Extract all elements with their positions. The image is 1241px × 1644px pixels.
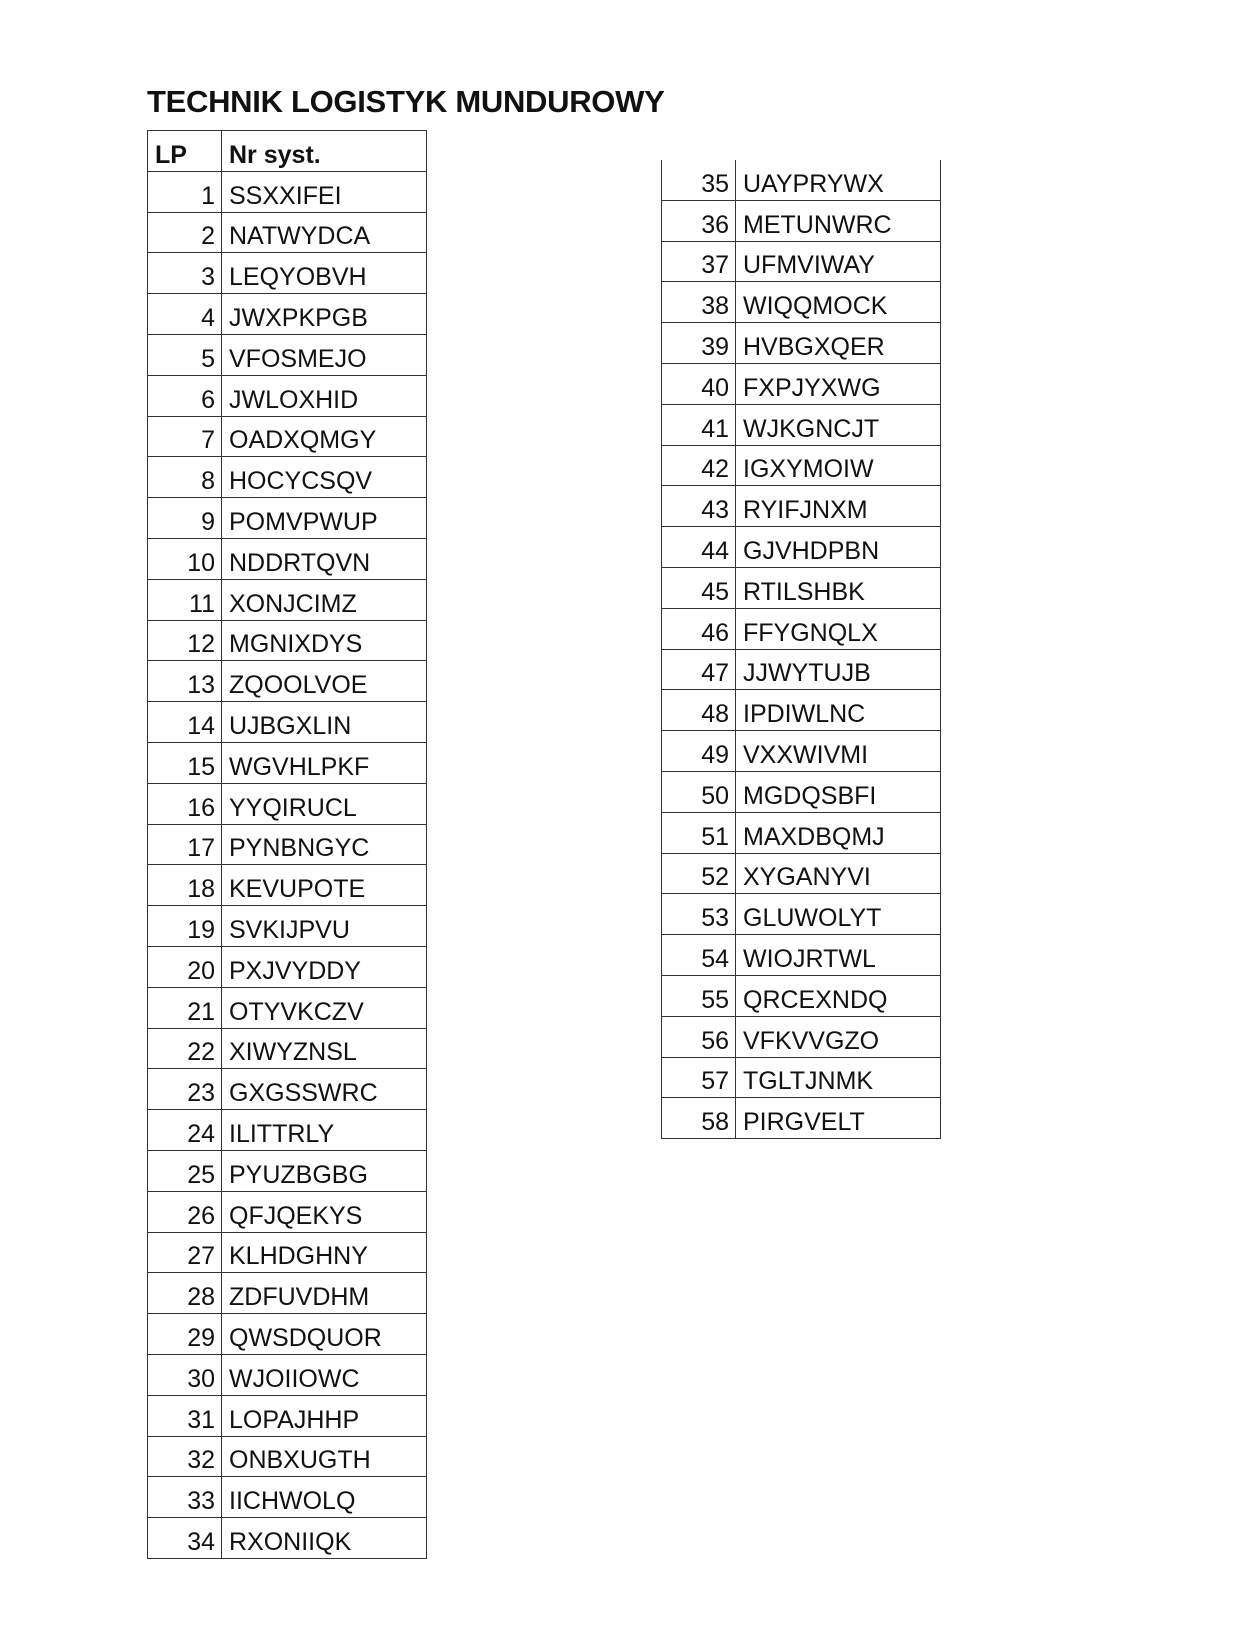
lp-cell: 49 [662, 731, 736, 772]
lp-cell: 47 [662, 649, 736, 690]
nr-syst-cell: QFJQEKYS [222, 1191, 427, 1232]
nr-syst-cell: HVBGXQER [736, 323, 941, 364]
lp-cell: 24 [148, 1110, 222, 1151]
nr-syst-cell: IGXYMOIW [736, 445, 941, 486]
lp-cell: 12 [148, 620, 222, 661]
lp-cell: 18 [148, 865, 222, 906]
table-row [662, 649, 941, 690]
nr-syst-cell: WIOJRTWL [736, 935, 941, 976]
nr-syst-cell: HOCYCSQV [222, 457, 427, 498]
table-row [662, 812, 941, 853]
table-row [148, 416, 427, 457]
nr-syst-cell: SVKIJPVU [222, 906, 427, 947]
nr-syst-cell: MGNIXDYS [222, 620, 427, 661]
lp-cell: 54 [662, 935, 736, 976]
nr-syst-cell: ILITTRLY [222, 1110, 427, 1151]
table-row [148, 334, 427, 375]
nr-syst-cell: GJVHDPBN [736, 527, 941, 568]
table-row [662, 935, 941, 976]
nr-syst-cell: UJBGXLIN [222, 702, 427, 743]
nr-syst-cell: QWSDQUOR [222, 1314, 427, 1355]
lp-cell: 43 [662, 486, 736, 527]
table-body-left [148, 171, 427, 1558]
lp-cell: 38 [662, 282, 736, 323]
nr-syst-cell: UAYPRYWX [736, 160, 941, 200]
lp-cell: 9 [148, 498, 222, 539]
lp-cell: 31 [148, 1395, 222, 1436]
nr-syst-cell: RYIFJNXM [736, 486, 941, 527]
nr-syst-cell: NDDRTQVN [222, 538, 427, 579]
lp-cell: 21 [148, 987, 222, 1028]
lp-cell: 5 [148, 334, 222, 375]
table-row [662, 1098, 941, 1139]
table-row [662, 690, 941, 731]
lp-cell: 6 [148, 375, 222, 416]
lp-cell: 32 [148, 1436, 222, 1477]
lp-cell: 8 [148, 457, 222, 498]
lp-cell: 41 [662, 404, 736, 445]
table-row [662, 323, 941, 364]
table-row [662, 608, 941, 649]
nr-syst-cell: ZDFUVDHM [222, 1273, 427, 1314]
lp-cell: 51 [662, 812, 736, 853]
lp-cell: 15 [148, 742, 222, 783]
table-row [662, 1057, 941, 1098]
table-row [148, 1273, 427, 1314]
table-row [148, 661, 427, 702]
lp-cell: 4 [148, 294, 222, 335]
nr-syst-cell: YYQIRUCL [222, 783, 427, 824]
nr-syst-cell: XIWYZNSL [222, 1028, 427, 1069]
table-row [148, 1191, 427, 1232]
nr-syst-cell: WIQQMOCK [736, 282, 941, 323]
lp-cell: 17 [148, 824, 222, 865]
nr-syst-cell: TGLTJNMK [736, 1057, 941, 1098]
table-row [662, 241, 941, 282]
lp-cell: 48 [662, 690, 736, 731]
table-row [148, 1436, 427, 1477]
table-header [148, 131, 427, 172]
lp-cell: 20 [148, 946, 222, 987]
codes-table-right [661, 160, 941, 1139]
lp-cell: 13 [148, 661, 222, 702]
table-row [662, 853, 941, 894]
nr-syst-cell: RTILSHBK [736, 567, 941, 608]
table-row [662, 567, 941, 608]
table-row [662, 486, 941, 527]
lp-cell: 55 [662, 975, 736, 1016]
table-row [148, 742, 427, 783]
lp-cell: 44 [662, 527, 736, 568]
table-row [148, 1232, 427, 1273]
lp-cell: 52 [662, 853, 736, 894]
lp-column-header: LP [148, 131, 222, 172]
table-row [148, 824, 427, 865]
nr-syst-cell: FXPJYXWG [736, 363, 941, 404]
nr-syst-cell: JWLOXHID [222, 375, 427, 416]
nr-syst-cell: IICHWOLQ [222, 1477, 427, 1518]
lp-cell: 7 [148, 416, 222, 457]
nr-syst-cell: LOPAJHHP [222, 1395, 427, 1436]
nr-syst-cell: POMVPWUP [222, 498, 427, 539]
table-row [662, 282, 941, 323]
nr-syst-cell: VFOSMEJO [222, 334, 427, 375]
lp-cell: 37 [662, 241, 736, 282]
nr-syst-cell: KEVUPOTE [222, 865, 427, 906]
nr-syst-cell: MGDQSBFI [736, 771, 941, 812]
table-row [148, 375, 427, 416]
table-row [148, 1028, 427, 1069]
lp-cell: 16 [148, 783, 222, 824]
table-row [148, 457, 427, 498]
table-row [148, 171, 427, 212]
table-row [662, 445, 941, 486]
lp-cell: 3 [148, 253, 222, 294]
lp-cell: 53 [662, 894, 736, 935]
table-row [148, 294, 427, 335]
table-row [662, 1016, 941, 1057]
table-row [148, 987, 427, 1028]
table-row [148, 946, 427, 987]
header-row [148, 131, 427, 172]
lp-cell: 46 [662, 608, 736, 649]
table-row [148, 1518, 427, 1559]
table-row [662, 404, 941, 445]
table-row [148, 783, 427, 824]
nr-syst-cell: WGVHLPKF [222, 742, 427, 783]
lp-cell: 19 [148, 906, 222, 947]
table-row [148, 538, 427, 579]
table-row [148, 1069, 427, 1110]
table-row [662, 731, 941, 772]
lp-cell: 42 [662, 445, 736, 486]
lp-cell: 14 [148, 702, 222, 743]
lp-cell: 56 [662, 1016, 736, 1057]
table-row [148, 865, 427, 906]
nr-column-header: Nr syst. [222, 131, 427, 172]
lp-cell: 36 [662, 200, 736, 241]
nr-syst-cell: OADXQMGY [222, 416, 427, 457]
table-row [662, 527, 941, 568]
table-row [148, 253, 427, 294]
nr-syst-cell: JJWYTUJB [736, 649, 941, 690]
nr-syst-cell: UFMVIWAY [736, 241, 941, 282]
nr-syst-cell: RXONIIQK [222, 1518, 427, 1559]
nr-syst-cell: GLUWOLYT [736, 894, 941, 935]
table-row [148, 1477, 427, 1518]
lp-cell: 11 [148, 579, 222, 620]
lp-cell: 25 [148, 1150, 222, 1191]
table-row [148, 1354, 427, 1395]
nr-syst-cell: VXXWIVMI [736, 731, 941, 772]
lp-cell: 29 [148, 1314, 222, 1355]
lp-cell: 45 [662, 567, 736, 608]
lp-cell: 35 [662, 160, 736, 200]
lp-cell: 23 [148, 1069, 222, 1110]
nr-syst-cell: SSXXIFEI [222, 171, 427, 212]
lp-cell: 40 [662, 363, 736, 404]
nr-syst-cell: NATWYDCA [222, 212, 427, 253]
nr-syst-cell: IPDIWLNC [736, 690, 941, 731]
codes-table-left [147, 130, 427, 1559]
table-row [148, 1314, 427, 1355]
table-row [662, 160, 941, 200]
nr-syst-cell: PIRGVELT [736, 1098, 941, 1139]
nr-syst-cell: QRCEXNDQ [736, 975, 941, 1016]
lp-cell: 10 [148, 538, 222, 579]
nr-syst-cell: ZQOOLVOE [222, 661, 427, 702]
nr-syst-cell: JWXPKPGB [222, 294, 427, 335]
lp-cell: 2 [148, 212, 222, 253]
table-row [662, 771, 941, 812]
nr-syst-cell: METUNWRC [736, 200, 941, 241]
lp-cell: 27 [148, 1232, 222, 1273]
table-row [148, 906, 427, 947]
lp-cell: 58 [662, 1098, 736, 1139]
table-row [148, 498, 427, 539]
lp-cell: 34 [148, 1518, 222, 1559]
nr-syst-cell: ONBXUGTH [222, 1436, 427, 1477]
lp-cell: 26 [148, 1191, 222, 1232]
page-title: TECHNIK LOGISTYK MUNDUROWY [147, 84, 665, 119]
lp-cell: 57 [662, 1057, 736, 1098]
lp-cell: 1 [148, 171, 222, 212]
lp-cell: 39 [662, 323, 736, 364]
table-row [662, 200, 941, 241]
nr-syst-cell: PYNBNGYC [222, 824, 427, 865]
table-row [662, 363, 941, 404]
table-row [148, 1150, 427, 1191]
lp-cell: 33 [148, 1477, 222, 1518]
table-row [148, 579, 427, 620]
nr-syst-cell: PYUZBGBG [222, 1150, 427, 1191]
nr-syst-cell: XYGANYVI [736, 853, 941, 894]
table-body-right [662, 160, 941, 1139]
table-row [148, 702, 427, 743]
table-row [148, 1395, 427, 1436]
lp-cell: 22 [148, 1028, 222, 1069]
lp-cell: 30 [148, 1354, 222, 1395]
nr-syst-cell: LEQYOBVH [222, 253, 427, 294]
nr-syst-cell: WJOIIOWC [222, 1354, 427, 1395]
nr-syst-cell: OTYVKCZV [222, 987, 427, 1028]
nr-syst-cell: FFYGNQLX [736, 608, 941, 649]
nr-syst-cell: VFKVVGZO [736, 1016, 941, 1057]
nr-syst-cell: PXJVYDDY [222, 946, 427, 987]
lp-cell: 50 [662, 771, 736, 812]
table-row [148, 1110, 427, 1151]
table-row [662, 894, 941, 935]
table-row [148, 212, 427, 253]
lp-cell: 28 [148, 1273, 222, 1314]
nr-syst-cell: GXGSSWRC [222, 1069, 427, 1110]
nr-syst-cell: MAXDBQMJ [736, 812, 941, 853]
nr-syst-cell: WJKGNCJT [736, 404, 941, 445]
nr-syst-cell: KLHDGHNY [222, 1232, 427, 1273]
nr-syst-cell: XONJCIMZ [222, 579, 427, 620]
table-row [148, 620, 427, 661]
table-row [662, 975, 941, 1016]
